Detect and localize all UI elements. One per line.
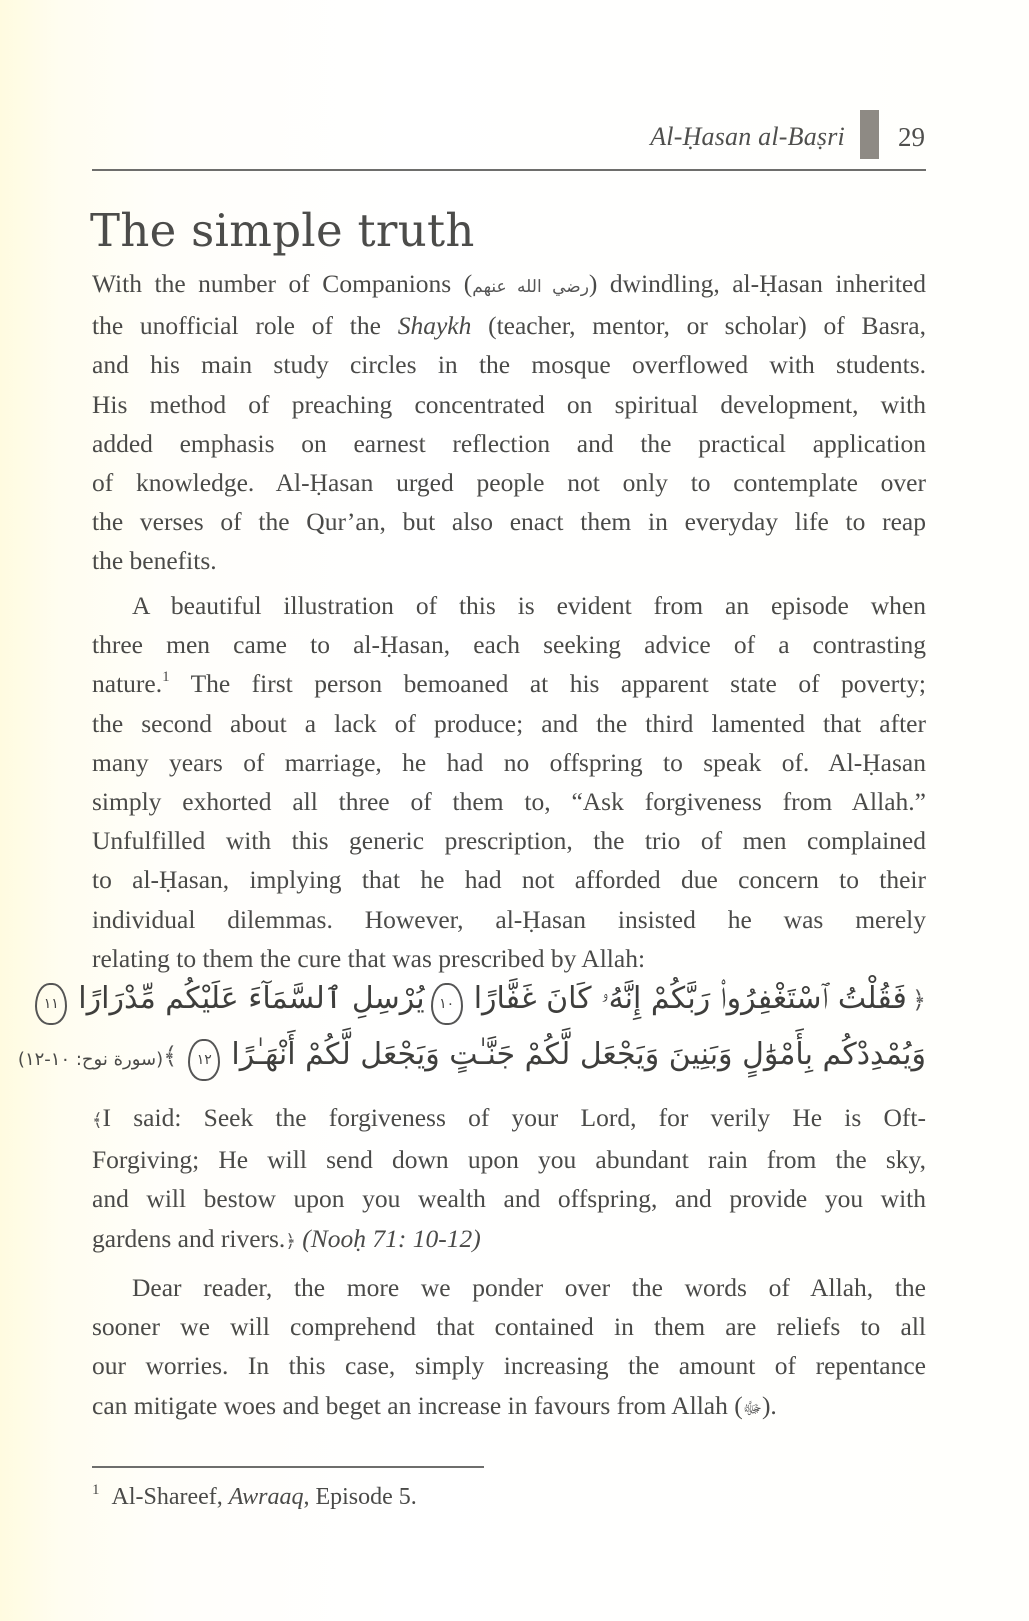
- paragraph-line: [92, 1386, 926, 1428]
- text-segment: With the number of Companions (: [92, 269, 473, 298]
- paragraph-line: Forgiving; He will send down upon you abundant rain from the sky,: [92, 1145, 926, 1175]
- paragraph-line: many years of marriage, he had no offspring to speak of. Al-Ḥasan: [92, 747, 926, 777]
- paragraph-line: [92, 264, 926, 306]
- verse-segment-group: [163, 1037, 926, 1081]
- paragraph-line: to al-Ḥasan, implying that he had not afforded due concern to their: [92, 865, 926, 895]
- text-segment: gardens and rivers.: [92, 1223, 286, 1253]
- verse-segment-group: [29, 981, 424, 1025]
- paragraph-line: [92, 1098, 926, 1140]
- paragraph-line: three men came to al-Ḥasan, each seeking advice of a contrasting: [92, 630, 926, 660]
- text-segment: ).: [761, 1390, 777, 1420]
- section-title: The simple truth: [90, 204, 475, 257]
- paragraph-line: of knowledge. Al-Ḥasan urged people not only to contemplate over: [92, 468, 926, 498]
- header-rule: [92, 169, 926, 171]
- ornate-open-bracket-icon: ﴾: [92, 1110, 103, 1130]
- verse-segment: وَيُمْدِدْكُم بِأَمْوَٰلٍ وَبَنِينَ وَيَجْعَل لَّكُمْ جَنَّـٰتٍ وَيَجْعَل لَّكُمْ أَنْهَـٰرًا: [231, 1037, 926, 1072]
- quran-verse-arabic: [17, 975, 926, 1087]
- paragraph-line: our worries. In this case, simply increasing the amount of repentance: [92, 1351, 926, 1381]
- paragraph-line: His method of preaching concentrated on spiritual development, with: [92, 389, 926, 419]
- footnote: [92, 1484, 417, 1511]
- paragraph-line: [92, 664, 926, 703]
- verse-translation: [92, 1098, 926, 1261]
- paragraph-line: Unfulfilled with this generic prescription, the trio of men complained: [92, 826, 926, 856]
- paragraph-line: simply exhorted all three of them to, “Ask forgiveness from Allah.”: [92, 787, 926, 817]
- footnote-detail: , Episode 5.: [303, 1484, 417, 1510]
- ornate-close-bracket-icon: ﴾: [163, 1042, 178, 1070]
- text-segment: (teacher, mentor, or scholar) of Basra,: [471, 311, 926, 341]
- paragraph-line: [92, 1219, 926, 1261]
- paragraph-line: individual dilemmas. However, al-Ḥasan insisted he was merely: [92, 904, 926, 934]
- paragraph-line: added emphasis on earnest reflection and the practical application: [92, 428, 926, 458]
- verse-segment: يُرْسِلِ ٱلسَّمَآءَ عَلَيْكُم مِّدْرَارًا: [78, 981, 425, 1016]
- text-segment: can mitigate woes and beget an increase in favours from Allah (: [92, 1390, 743, 1420]
- ayah-number-marker-icon: ١٢: [188, 1039, 220, 1081]
- ornate-close-bracket-icon: ﴿: [285, 1230, 296, 1251]
- ayah-number-marker-icon: ١١: [35, 983, 67, 1025]
- paragraph-line: and his main study circles in the mosque overflowed with students.: [92, 350, 926, 380]
- paragraph-line: Dear reader, the more we ponder over the words of Allah, the: [132, 1273, 926, 1302]
- verse-segment-group: [425, 981, 926, 1025]
- paragraph-line: [92, 306, 926, 345]
- page-number: 29: [898, 122, 925, 152]
- honorific-glyph-icon: ﷻ: [742, 1398, 762, 1418]
- paragraph-3: [92, 1268, 926, 1428]
- text-segment: I said: Seek the forgiveness of your Lord, for verily He is Oft-: [102, 1103, 926, 1132]
- footnote-work-title: Awraaq: [228, 1484, 304, 1510]
- verse-citation: (Nooḥ 71: 10-12): [302, 1223, 481, 1253]
- ornate-open-bracket-icon: ﴿: [911, 986, 926, 1014]
- honorific-glyph-icon: رضي الله عنهم: [472, 277, 589, 296]
- paragraph-line: the verses of the Qur’an, but also enact them in everyday life to reap: [92, 507, 926, 537]
- running-header: [92, 112, 925, 162]
- verse-line-2: [17, 1031, 926, 1087]
- text-segment: the unofficial role of the: [92, 311, 398, 341]
- running-title: Al-Ḥasan al-Baṣri: [650, 122, 845, 151]
- ayah-number-marker-icon: ١٠: [431, 983, 463, 1025]
- text-segment: nature.: [92, 669, 163, 699]
- paragraph-line: A beautiful illustration of this is evident from an episode when: [132, 591, 926, 620]
- term-shaykh: Shaykh: [397, 311, 472, 341]
- footnote-rule: [92, 1466, 484, 1468]
- footnote-author: Al-Shareef,: [111, 1484, 229, 1510]
- paragraph-line: the benefits.: [92, 546, 217, 576]
- footnote-number: 1: [92, 1482, 100, 1498]
- paragraph-line: and will bestow upon you wealth and offspring, and provide you with: [92, 1184, 926, 1214]
- header-bar-marker: [860, 110, 879, 159]
- paragraph-line: relating to them the cure that was prescribed by Allah:: [92, 943, 646, 973]
- verse-segment: فَقُلْتُ ٱسْتَغْفِرُوا۟ رَبَّكُمْ إِنَّهُۥ كَانَ غَفَّارًا: [473, 981, 907, 1016]
- paragraph-1: [92, 264, 926, 581]
- paragraph-line: the second about a lack of produce; and the third lamented that after: [92, 708, 926, 738]
- text-segment: ) dwindling, al-Ḥasan inherited: [588, 269, 927, 298]
- text-segment: The first person bemoaned at his apparent state of poverty;: [169, 669, 926, 699]
- footnote-reference[interactable]: 1: [162, 668, 170, 685]
- paragraph-2: [92, 586, 926, 978]
- surah-reference: (سورة نوح: ١٠-١٢): [17, 1048, 164, 1070]
- paragraph-line: sooner we will comprehend that contained in them are reliefs to all: [92, 1312, 926, 1342]
- verse-line-1: [43, 975, 926, 1031]
